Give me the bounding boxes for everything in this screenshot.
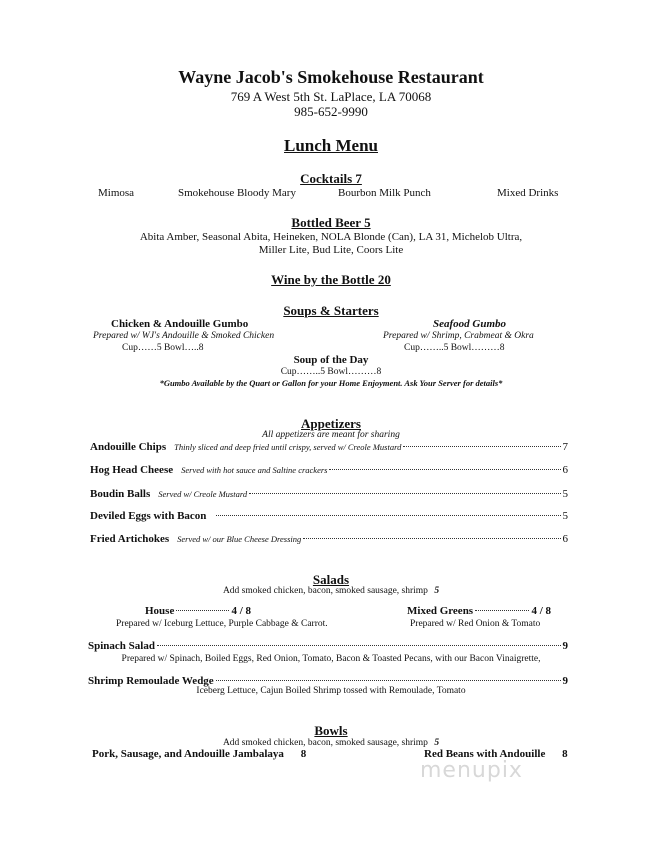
- appetizer-name: Boudin Balls: [90, 488, 151, 500]
- wine-heading: Wine by the Bottle 20: [271, 272, 391, 287]
- bowls-addon: [0, 738, 662, 748]
- appetizer-row: [90, 441, 568, 453]
- bowls-addon-text: Add smoked chicken, bacon, smoked sausage, shrimp: [222, 738, 428, 748]
- remoulade-wedge-name: Shrimp Remoulade Wedge: [88, 675, 214, 687]
- salads-addon-price: 5: [434, 586, 440, 596]
- house-salad-desc: Prepared w/ Iceburg Lettuce, Purple Cabbage & Carrot.: [116, 619, 328, 629]
- spinach-salad-price: 9: [562, 640, 568, 652]
- beer-list-line1: Abita Amber, Seasonal Abita, Heineken, NOLA Blonde (Can), LA 31, Michelob Ultra,: [139, 231, 523, 243]
- salads-addon-text: Add smoked chicken, bacon, smoked sausage, shrimp: [222, 586, 428, 596]
- seafood-gumbo-prices: Cup……..5 Bowl………8: [404, 343, 505, 353]
- bowls-heading: Bowls: [314, 723, 348, 738]
- seafood-gumbo-name: Seafood Gumbo: [433, 318, 507, 330]
- remoulade-wedge-desc: Iceberg Lettuce, Cajun Boiled Shrimp tossed with Remoulade, Tomato: [196, 686, 466, 696]
- soup-of-day-name: Soup of the Day: [293, 354, 369, 366]
- appetizers-heading: Appetizers: [301, 416, 361, 431]
- appetizers-note: All appetizers are meant for sharing: [262, 430, 400, 440]
- red-beans-name: Red Beans with Andouille: [424, 748, 546, 760]
- gumbo-note: *Gumbo Available by the Quart or Gallon for your Home Enjoyment. Ask Your Server for details*: [159, 378, 503, 388]
- appetizer-desc: Served w/ Creole Mustard: [158, 489, 248, 499]
- restaurant-phone: 985-652-9990: [294, 104, 368, 119]
- restaurant-address: 769 A West 5th St. LaPlace, LA 70068: [230, 89, 432, 104]
- cocktail-item: Mixed Drinks: [497, 187, 559, 199]
- jambalaya-price: 8: [300, 748, 307, 760]
- house-salad-price: 4 / 8: [231, 605, 251, 617]
- appetizer-row: [90, 488, 568, 500]
- salads-addon: [0, 586, 662, 596]
- dot-leader: [329, 469, 560, 470]
- dot-leader: [216, 680, 561, 681]
- cocktails-heading: Cocktails 7: [300, 171, 362, 186]
- dot-leader: [303, 538, 560, 539]
- mixed-greens-price: 4 / 8: [531, 605, 551, 617]
- chicken-gumbo-desc: Prepared w/ WJ's Andouille & Smoked Chicken: [93, 331, 275, 341]
- restaurant-name: Wayne Jacob's Smokehouse Restaurant: [178, 67, 484, 87]
- beer-heading: Bottled Beer 5: [291, 215, 371, 230]
- watermark: menupix: [420, 758, 523, 783]
- appetizer-desc: Thinly sliced and deep fried until crispy, served w/ Creole Mustard: [174, 442, 402, 452]
- dot-leader: [157, 645, 561, 646]
- remoulade-wedge-price: 9: [562, 675, 568, 687]
- chicken-gumbo-prices: Cup……5 Bowl…..8: [122, 343, 204, 353]
- cocktail-item: Smokehouse Bloody Mary: [178, 187, 296, 199]
- appetizer-row: [90, 510, 568, 522]
- salads-heading: Salads: [312, 572, 350, 587]
- spinach-salad-name: Spinach Salad: [88, 640, 155, 652]
- house-salad-row: [145, 605, 251, 617]
- jambalaya-name: Pork, Sausage, and Andouille Jambalaya: [92, 748, 284, 760]
- mixed-greens-name: Mixed Greens: [407, 605, 474, 617]
- appetizer-price: 6: [562, 464, 568, 476]
- appetizer-desc: Served with hot sauce and Saltine crackers: [181, 465, 328, 475]
- house-salad-name: House: [145, 605, 175, 617]
- appetizer-price: 5: [562, 488, 568, 500]
- chicken-gumbo-name: Chicken & Andouille Gumbo: [111, 318, 249, 330]
- beer-list-line2: Miller Lite, Bud Lite, Coors Lite: [258, 244, 404, 256]
- dot-leader: [176, 610, 229, 611]
- spinach-salad-row: [88, 640, 568, 652]
- jambalaya-row: [92, 748, 306, 760]
- appetizer-name: Fried Artichokes: [90, 533, 170, 545]
- appetizer-price: 7: [562, 441, 568, 453]
- mixed-greens-desc: Prepared w/ Red Onion & Tomato: [410, 619, 541, 629]
- appetizer-desc: Served w/ our Blue Cheese Dressing: [177, 534, 302, 544]
- dot-leader: [216, 515, 560, 516]
- appetizer-name: Deviled Eggs with Bacon: [90, 510, 207, 522]
- spinach-salad-desc: Prepared w/ Spinach, Boiled Eggs, Red Onion, Tomato, Bacon & Toasted Pecans, with our Bacon Vinaigrette,: [121, 654, 541, 664]
- appetizer-row: [90, 464, 568, 476]
- cocktail-item: Bourbon Milk Punch: [338, 187, 431, 199]
- cocktail-item: Mimosa: [98, 187, 135, 199]
- soup-of-day-prices: Cup……..5 Bowl………8: [280, 367, 382, 377]
- appetizer-price: 6: [562, 533, 568, 545]
- seafood-gumbo-desc: Prepared w/ Shrimp, Crabmeat & Okra: [383, 331, 534, 341]
- bowls-addon-price: 5: [434, 738, 440, 748]
- appetizer-name: Andouille Chips: [90, 441, 167, 453]
- appetizer-price: 5: [562, 510, 568, 522]
- soups-heading: Soups & Starters: [283, 303, 379, 318]
- appetizer-row: [90, 533, 568, 545]
- dot-leader: [249, 493, 560, 494]
- red-beans-price: 8: [562, 748, 568, 760]
- dot-leader: [475, 610, 529, 611]
- appetizer-name: Hog Head Cheese: [90, 464, 174, 476]
- menu-title: Lunch Menu: [284, 136, 378, 155]
- dot-leader: [403, 446, 560, 447]
- mixed-greens-row: [407, 605, 551, 617]
